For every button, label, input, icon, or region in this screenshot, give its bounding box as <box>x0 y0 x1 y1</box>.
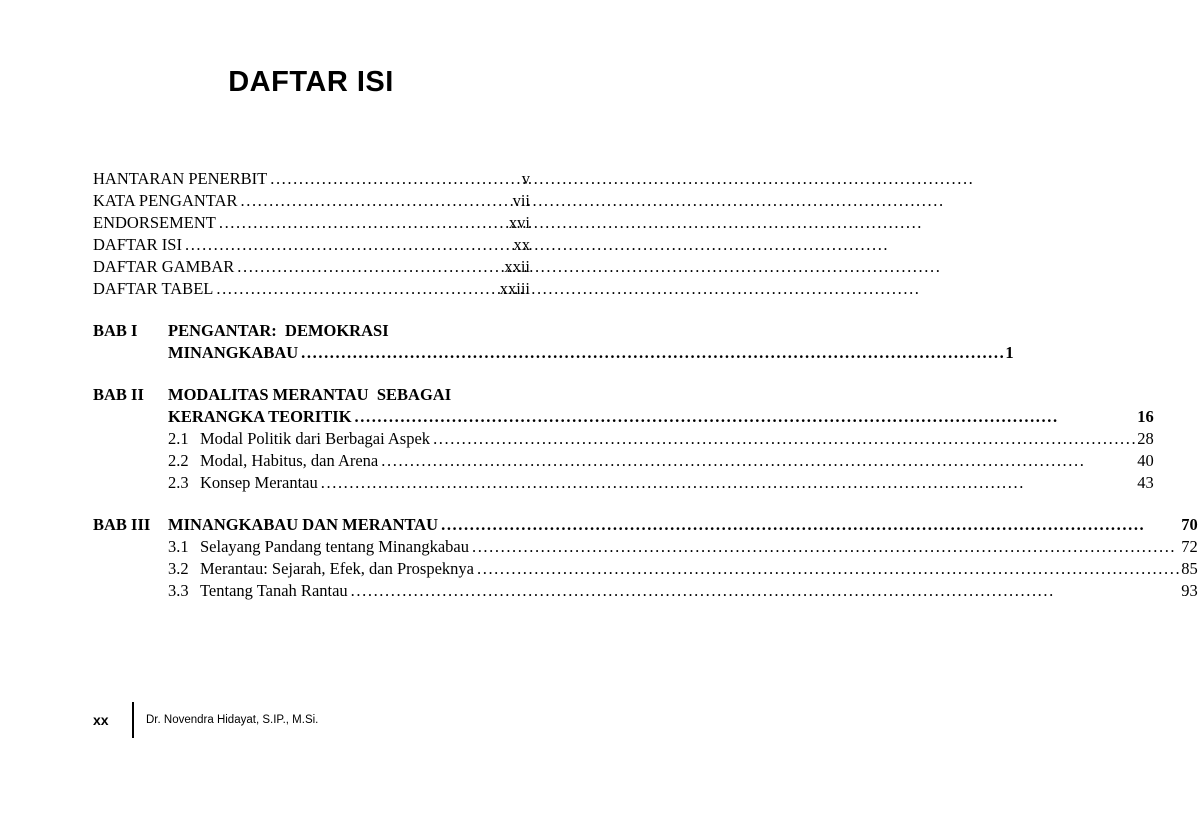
section-page: 72 <box>1181 537 1198 556</box>
section-entry <box>168 450 1154 472</box>
toc-entry <box>93 278 530 300</box>
footer-author: Dr. Novendra Hidayat, S.IP., M.Si. <box>146 714 319 726</box>
section-title: Merantau: Sejarah, Efek, dan Prospeknya <box>200 559 474 578</box>
chapter-list <box>93 320 1198 602</box>
section-entry <box>168 536 1198 558</box>
section-page: 28 <box>1137 429 1154 448</box>
chapter-title-entry <box>168 342 1014 364</box>
toc-entry-label: KATA PENGANTAR <box>93 191 238 210</box>
chapter-content <box>168 320 1014 364</box>
dot-leader <box>318 472 1137 494</box>
dot-leader <box>298 342 1005 364</box>
chapter-label: BAB III <box>93 515 151 534</box>
toc-entry-label: DAFTAR GAMBAR <box>93 257 235 276</box>
toc-entry-page: xvi <box>508 213 530 232</box>
section-page: 43 <box>1137 473 1154 492</box>
section-number: 2.3 <box>168 473 189 492</box>
toc-entry-label: DAFTAR TABEL <box>93 279 214 298</box>
dot-leader <box>213 278 499 300</box>
toc-entry-label: ENDORSEMENT <box>93 213 216 232</box>
dot-leader <box>182 234 514 256</box>
chapter-block <box>93 320 1014 364</box>
chapter-page: 16 <box>1137 407 1154 426</box>
toc-entry <box>93 256 530 278</box>
dot-leader <box>378 450 1137 472</box>
chapter-page: 70 <box>1181 515 1198 534</box>
section-title: Selayang Pandang tentang Minangkabau <box>200 537 469 556</box>
dot-leader <box>267 168 522 190</box>
chapter-title-label: MINANGKABAU DAN MERANTAU <box>168 515 439 534</box>
front-matter-list <box>93 168 530 300</box>
section-page: 93 <box>1181 581 1198 600</box>
toc-entry-label: DAFTAR ISI <box>93 235 182 254</box>
section-number: 2.2 <box>168 451 189 470</box>
chapter-label: BAB II <box>93 385 144 404</box>
section-title: Tentang Tanah Rantau <box>200 581 348 600</box>
footer-divider <box>132 702 134 738</box>
chapter-content <box>168 514 1198 602</box>
dot-leader <box>430 428 1137 450</box>
chapter-content <box>168 384 1154 494</box>
section-number: 3.2 <box>168 559 189 578</box>
section-title: Modal, Habitus, dan Arena <box>200 451 379 470</box>
chapter-title-label: KERANGKA TEORITIK <box>168 407 352 426</box>
section-entry <box>168 472 1154 494</box>
section-entry <box>168 558 1198 580</box>
toc-entry-label: HANTARAN PENERBIT <box>93 169 268 188</box>
toc-entry <box>93 212 530 234</box>
dot-leader <box>469 536 1181 558</box>
section-number: 3.1 <box>168 537 189 556</box>
chapter-title-label: MINANGKABAU <box>168 343 299 362</box>
chapter-page: 1 <box>1005 343 1014 362</box>
chapter-title-entry <box>168 514 1198 536</box>
section-page: 40 <box>1137 451 1154 470</box>
dot-leader <box>234 256 504 278</box>
dot-leader <box>352 406 1138 428</box>
page-footer <box>93 702 318 738</box>
chapter-title-line: PENGANTAR: DEMOKRASI <box>168 321 389 340</box>
section-title: Konsep Merantau <box>200 473 318 492</box>
dot-leader <box>438 514 1181 536</box>
dot-leader <box>474 558 1181 580</box>
dot-leader <box>216 212 509 234</box>
section-title: Modal Politik dari Berbagai Aspek <box>200 429 431 448</box>
dot-leader <box>238 190 513 212</box>
section-entry <box>168 580 1198 602</box>
chapter-title-line: MODALITAS MERANTAU SEBAGAI <box>168 385 452 404</box>
toc-entry-page: xxii <box>504 257 530 276</box>
chapter-label: BAB I <box>93 321 138 340</box>
section-entry <box>168 428 1154 450</box>
toc-entry <box>93 190 530 212</box>
chapter-title-entry <box>168 406 1154 428</box>
toc-entry <box>93 234 530 256</box>
section-number: 2.1 <box>168 429 189 448</box>
section-number: 3.3 <box>168 581 189 600</box>
dot-leader <box>348 580 1182 602</box>
toc-entry-page: v <box>521 169 530 188</box>
page-title: DAFTAR ISI <box>228 66 394 98</box>
chapter-block <box>93 514 1198 602</box>
toc-entry-page: xxiii <box>499 279 530 298</box>
toc-entry-page: vii <box>512 191 530 210</box>
toc-entry-page: xx <box>513 235 530 254</box>
chapter-block <box>93 384 1154 494</box>
section-page: 85 <box>1181 559 1198 578</box>
footer-page-number: xx <box>93 712 109 728</box>
table-of-contents <box>93 168 1198 602</box>
toc-entry <box>93 168 530 190</box>
